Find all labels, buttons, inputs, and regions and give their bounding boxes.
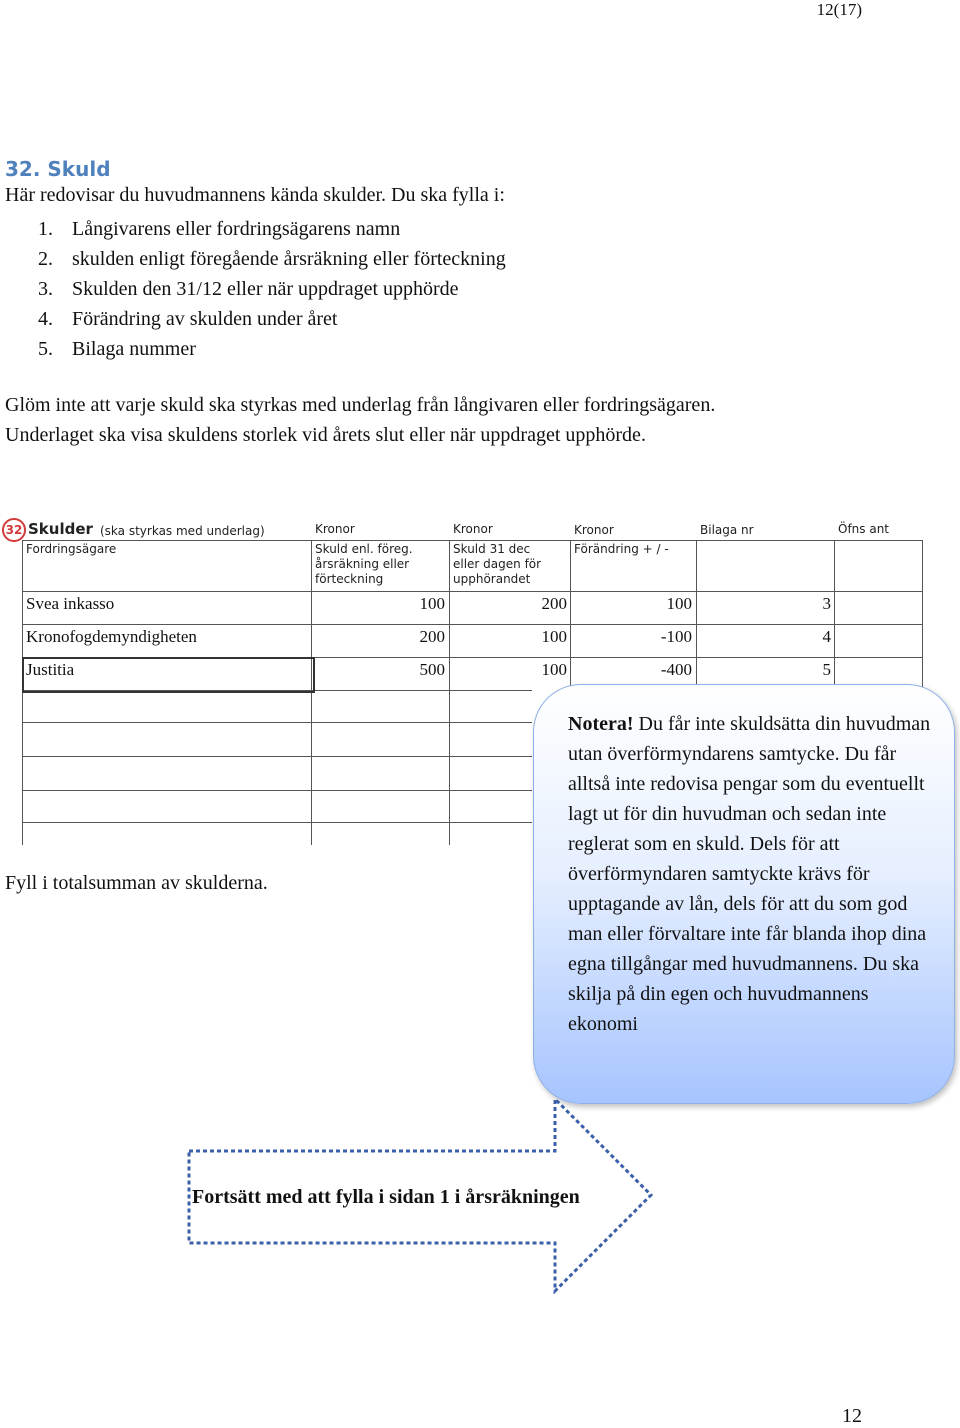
row2-end: 100 <box>541 627 567 646</box>
col-attachment-header: Bilaga nr <box>700 523 754 537</box>
list-item: 2. skulden enligt föregående årsräkning eller förteckning <box>38 248 506 270</box>
total-instruction: Fyll i totalsumman av skulderna. <box>5 872 268 894</box>
col-creditor-header: Fordringsägare <box>26 542 117 556</box>
continue-text: Fortsätt med att fylla i sidan 1 i årsräkningen <box>192 1186 580 1208</box>
col-end-unit: Kronor <box>453 522 493 536</box>
row1-attachment: 3 <box>822 594 831 613</box>
steps-list <box>38 214 506 364</box>
row2-change: -100 <box>660 627 692 646</box>
section-intro: Här redovisar du huvudmannens kända skulder. Du ska fylla i: <box>5 184 505 206</box>
reminder-text: Glöm inte att varje skuld ska styrkas med underlag från långivaren eller fordringsägaren. Underlaget ska visa skuldens storlek vid årets slut eller när uppdraget upphörde. <box>5 394 716 446</box>
row1-creditor: Svea inkasso <box>26 594 115 613</box>
section-title: 32. Skuld <box>5 157 111 181</box>
row3-prev: 500 <box>419 660 445 679</box>
col-change-header: Förändring + / - <box>574 542 669 556</box>
section-badge: 32 <box>2 518 26 542</box>
form-title: Skulder <box>28 520 93 538</box>
list-item: 4. Förändring av skulden under året <box>38 308 338 330</box>
row2-creditor: Kronofogdemyndigheten <box>26 627 197 646</box>
page-number-top: 12(17) <box>816 0 862 19</box>
row3-attachment: 5 <box>822 660 831 679</box>
col-change-unit: Kronor <box>574 523 614 537</box>
col-end-header: Skuld 31 dec eller dagen för upphörandet <box>453 542 542 586</box>
row2-attachment: 4 <box>822 627 831 646</box>
list-item: 5. Bilaga nummer <box>38 338 196 360</box>
form-subtitle: (ska styrkas med underlag) <box>100 524 265 538</box>
col-prev-header: Skuld enl. föreg. årsräkning eller förteckning <box>315 542 413 586</box>
row2-prev: 200 <box>419 627 445 646</box>
list-item: 3. Skulden den 31/12 eller när uppdraget upphörde <box>38 278 459 300</box>
note-text: Notera! Du får inte skuldsätta din huvudman utan överförmyndarens samtycke. Du får alltså inte redovisa pengar som du eventuellt lagt ut för din huvudman och sedan inte reglerat som en skuld. Dels för att överförmyndaren samtyckte krävs för upptagande av lån, dels för att du som god man eller förvaltare inte får blanda ihop dina egna tillgångar med huvudmannens. Du ska skilja på din egen och huvudmannens ekonomi <box>568 713 931 1035</box>
col-prev-unit: Kronor <box>315 522 355 536</box>
list-item: 1. Långivarens eller fordringsägarens namn <box>38 218 401 240</box>
row1-prev: 100 <box>419 594 445 613</box>
col-guardian-header: Öfns ant <box>838 522 890 536</box>
row3-change: -400 <box>660 660 692 679</box>
row1-change: 100 <box>666 594 692 613</box>
row3-creditor: Justitia <box>26 660 75 679</box>
row1-end: 200 <box>541 594 567 613</box>
row3-end: 100 <box>541 660 567 679</box>
page-number-bottom: 12 <box>842 1405 862 1427</box>
